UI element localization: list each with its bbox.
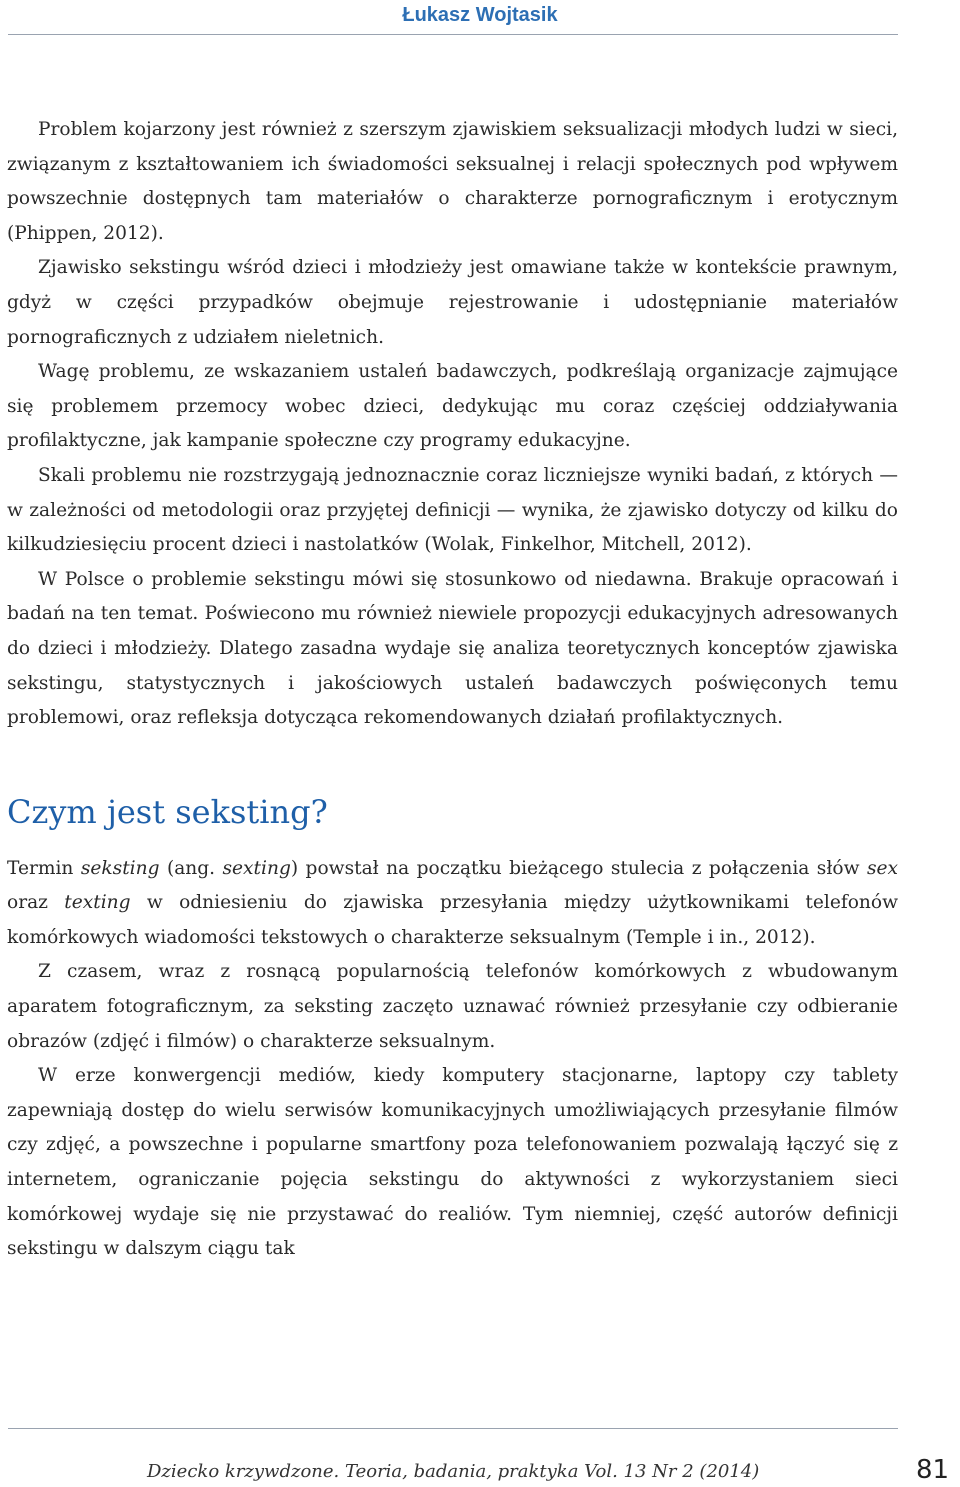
italic-term: seksting [80, 857, 160, 879]
paragraph: Wagę problemu, ze wskazaniem ustaleń badawczych, podkreślają organizacje zajmujące się problemem przemocy wobec dzieci, dedykując mu coraz częściej oddziaływania profilaktyczne, jak kampanie społeczne czy programy edukacyjne. [7, 361, 898, 452]
italic-term: sexting [222, 857, 291, 879]
header-divider [8, 34, 898, 35]
paragraph: W erze konwergencji mediów, kiedy komputery stacjonarne, laptopy czy tablety zapewniają dostęp do wielu serwisów komunikacyjnych umożliwiających przesyłanie filmów czy zdjęć, a powszechne i popularne smartfony poza telefonowaniem pozwalają łączyć się z internetem, ograniczanie pojęcia sekstingu do aktywności z wykorzystaniem sieci komórkowej wydaje się nie przystawać do realiów. Tym niemniej, część autorów definicji sekstingu w dalszym ciągu tak [7, 1065, 898, 1260]
paragraph-definition [7, 852, 898, 956]
text-run: Termin [7, 857, 81, 879]
page-number: 81 [916, 1455, 950, 1485]
footer-divider [8, 1428, 898, 1429]
article-body [7, 113, 898, 1267]
paragraph: Skali problemu nie rozstrzygają jednoznacznie coraz liczniejsze wyniki badań, z których — w zależności od metodologii oraz przyjętej definicji — wynika, że zjawisko dotyczy od kilku do kilkudziesięciu procent dzieci i nastolatków (Wolak, Finkelhor, Mitchell, 2012). [7, 464, 898, 556]
text-run: (ang. [159, 857, 223, 879]
text-run: ) powstał na początku bieżącego stulecia z połączenia słów [290, 857, 867, 879]
italic-term: sex [866, 857, 898, 879]
section-heading: Czym jest seksting? [7, 792, 328, 831]
paragraph: Zjawisko sekstingu wśród dzieci i młodzieży jest omawiane także w kontekście prawnym, gdyż w części przypadków obejmuje rejestrowanie i udostępnianie materiałów pornograficznych z udziałem nieletnich. [7, 257, 898, 348]
italic-term: texting [64, 892, 131, 914]
text-run: oraz [7, 892, 65, 914]
text-run: w odniesieniu do zjawiska przesyłania między użytkownikami telefonów komórkowych wiadomości tekstowych o charakterze seksualnym (Temple i in., 2012). [7, 892, 898, 948]
paragraph: Problem kojarzony jest również z szerszym zjawiskiem seksualizacji młodych ludzi w sieci, związanym z kształtowaniem ich świadomości seksualnej i relacji społecznych pod wpływem powszechnie dostępnych tam materiałów o charakterze pornograficznym i erotycznym (Phippen, 2012). [7, 119, 898, 244]
running-header-author: Łukasz Wojtasik [402, 4, 558, 26]
paragraph: Z czasem, wraz z rosnącą popularnością telefonów komórkowych z wbudowanym aparatem fotograficznym, za seksting zaczęto uznawać również przesyłanie czy odbieranie obrazów (zdjęć i filmów) o charakterze seksualnym. [7, 961, 898, 1052]
footer-journal-title: Dziecko krzywdzone. Teoria, badania, praktyka Vol. 13 Nr 2 (2014) [147, 1461, 760, 1482]
paragraph: W Polsce o problemie sekstingu mówi się stosunkowo od niedawna. Brakuje opracowań i badań na ten temat. Poświecono mu również niewiele propozycji edukacyjnych adresowanych do dzieci i młodzieży. Dlatego zasadna wydaje się analiza teoretycznych konceptów zjawiska sekstingu, statystycznych i jakościowych ustaleń badawczych poświęconych temu problemowi, oraz refleksja dotycząca rekomendowanych działań profilaktycznych. [7, 568, 898, 729]
